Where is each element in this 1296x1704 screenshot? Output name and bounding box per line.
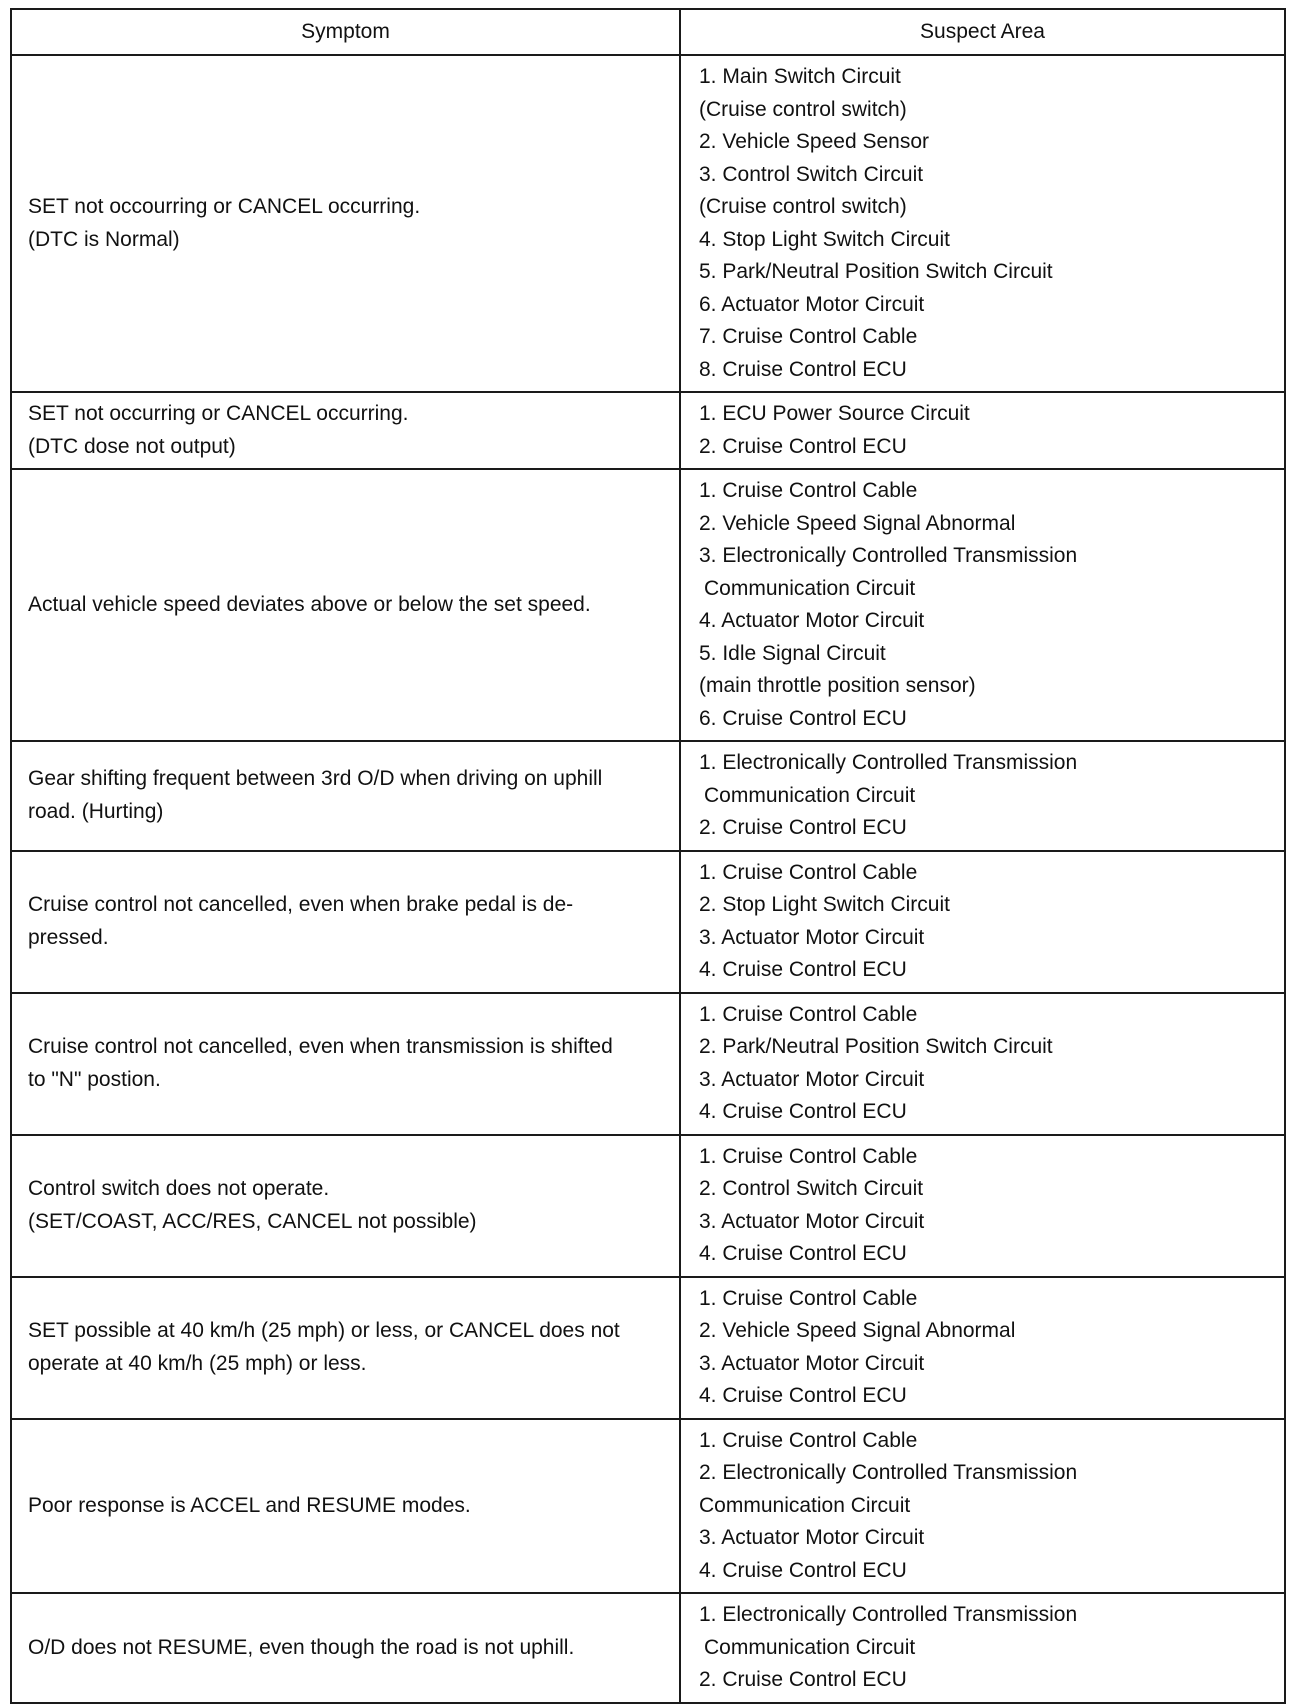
suspect-area-cell: [680, 1419, 1285, 1594]
suspect-area-item: 4. Cruise Control ECU: [699, 1100, 907, 1123]
suspect-area-column-header: Suspect Area: [680, 9, 1285, 55]
symptom-text: Control switch does not operate.: [28, 1177, 330, 1200]
suspect-area-cell: [680, 741, 1285, 851]
suspect-area-item: 2. Stop Light Switch Circuit: [699, 893, 950, 916]
suspect-area-item: 3. Actuator Motor Circuit: [699, 1526, 925, 1549]
table-row: [11, 55, 1285, 392]
symptom-cell: [11, 1593, 680, 1703]
symptom-column-header: Symptom: [11, 9, 680, 55]
suspect-area-item: 2. Vehicle Speed Signal Abnormal: [699, 1319, 1016, 1342]
suspect-area-item: 1. Cruise Control Cable: [699, 1428, 918, 1452]
suspect-area-item: 1. Cruise Control Cable: [699, 860, 918, 884]
symptom-text: (SET/COAST, ACC/RES, CANCEL not possible): [28, 1209, 477, 1233]
suspect-area-item: 4. Cruise Control ECU: [699, 1558, 907, 1582]
suspect-area-item: Communication Circuit: [704, 783, 916, 807]
suspect-area-item: 1. Cruise Control Cable: [699, 1144, 918, 1168]
symptom-text: pressed.: [28, 925, 109, 949]
suspect-area-item: Communication Circuit: [699, 1493, 911, 1517]
table-row: [11, 851, 1285, 993]
symptom-text: to "N" postion.: [28, 1067, 161, 1091]
suspect-area-item: (Cruise control switch): [699, 97, 907, 121]
suspect-area-item: 3. Actuator Motor Circuit: [699, 1351, 925, 1375]
suspect-area-item: 2. Cruise Control ECU: [699, 816, 907, 839]
suspect-area-item: 2. Electronically Controlled Transmission: [699, 1461, 1078, 1484]
suspect-area-item: 4. Stop Light Switch Circuit: [699, 227, 950, 251]
suspect-area-item: 8. Cruise Control ECU: [699, 357, 907, 381]
troubleshooting-page: [10, 8, 1284, 1704]
suspect-area-item: Communication Circuit: [704, 1635, 916, 1659]
symptom-cell: [11, 993, 680, 1135]
symptom-cell: [11, 1277, 680, 1419]
table-row: [11, 1277, 1285, 1419]
suspect-area-cell: [680, 469, 1285, 741]
suspect-area-item: 6. Actuator Motor Circuit: [699, 292, 925, 316]
symptom-cell: [11, 851, 680, 993]
suspect-area-item: 2. Vehicle Speed Sensor: [699, 130, 929, 153]
suspect-area-cell: [680, 1593, 1285, 1703]
suspect-area-item: 1. Electronically Controlled Transmission: [699, 1603, 1078, 1626]
symptom-cell: [11, 55, 680, 392]
suspect-area-item: 2. Vehicle Speed Signal Abnormal: [699, 511, 1016, 535]
table-row: [11, 993, 1285, 1135]
suspect-area-item: 4. Cruise Control ECU: [699, 1242, 907, 1265]
suspect-area-item: 3. Actuator Motor Circuit: [699, 1209, 925, 1233]
suspect-area-item: 3. Control Switch Circuit: [699, 162, 924, 186]
suspect-area-item: 2. Cruise Control ECU: [699, 1668, 907, 1691]
suspect-area-item: 1. Cruise Control Cable: [699, 479, 918, 502]
symptom-text: Cruise control not cancelled, even when brake pedal is de-: [28, 893, 574, 916]
suspect-area-item: 1. Cruise Control Cable: [699, 1286, 918, 1310]
symptom-cell: [11, 1419, 680, 1594]
suspect-area-item: 4. Actuator Motor Circuit: [699, 609, 925, 632]
suspect-area-cell: [680, 392, 1285, 469]
suspect-area-item: Communication Circuit: [704, 576, 916, 600]
suspect-area-item: 7. Cruise Control Cable: [699, 325, 918, 348]
suspect-area-item: 2. Park/Neutral Position Switch Circuit: [699, 1035, 1053, 1058]
symptom-text: SET possible at 40 km/h (25 mph) or less, or CANCEL does not: [28, 1319, 620, 1342]
table-row: [11, 1135, 1285, 1277]
suspect-area-cell: [680, 1135, 1285, 1277]
symptom-text: Cruise control not cancelled, even when transmission is shifted: [28, 1035, 613, 1058]
symptom-text: SET not occurring or CANCEL occurring.: [28, 402, 409, 425]
suspect-area-item: 5. Park/Neutral Position Switch Circuit: [699, 260, 1053, 283]
symptom-text: (DTC dose not output): [28, 434, 236, 458]
suspect-area-item: 2. Cruise Control ECU: [699, 434, 907, 458]
suspect-area-item: 3. Actuator Motor Circuit: [699, 1067, 925, 1091]
symptom-cell: [11, 392, 680, 469]
suspect-area-item: 1. ECU Power Source Circuit: [699, 402, 970, 425]
symptom-suspect-table: [10, 8, 1286, 1704]
symptom-text: Gear shifting frequent between 3rd O/D when driving on uphill: [28, 767, 603, 791]
symptom-cell: [11, 469, 680, 741]
suspect-area-item: 6. Cruise Control ECU: [699, 706, 907, 730]
symptom-text: Actual vehicle speed deviates above or below the set speed.: [28, 592, 591, 616]
suspect-area-item: 2. Control Switch Circuit: [699, 1177, 924, 1200]
suspect-area-item: 1. Cruise Control Cable: [699, 1002, 918, 1026]
suspect-area-item: (main throttle position sensor): [699, 674, 976, 697]
suspect-area-cell: [680, 55, 1285, 392]
symptom-text: Poor response is ACCEL and RESUME modes.: [28, 1493, 471, 1517]
table-row: [11, 1593, 1285, 1703]
suspect-area-cell: [680, 993, 1285, 1135]
suspect-area-item: 3. Electronically Controlled Transmission: [699, 544, 1078, 567]
symptom-text: SET not occourring or CANCEL occurring.: [28, 195, 421, 218]
suspect-area-cell: [680, 851, 1285, 993]
symptom-text: (DTC is Normal): [28, 227, 180, 251]
table-row: [11, 1419, 1285, 1594]
symptom-text: road. (Hurting): [28, 799, 164, 823]
table-row: [11, 469, 1285, 741]
table-body: [11, 55, 1285, 1703]
symptom-cell: [11, 741, 680, 851]
table-row: [11, 741, 1285, 851]
suspect-area-item: 1. Main Switch Circuit: [699, 65, 901, 88]
suspect-area-item: 1. Electronically Controlled Transmission: [699, 751, 1078, 774]
table-header-row: [11, 9, 1285, 55]
suspect-area-item: 3. Actuator Motor Circuit: [699, 925, 925, 949]
suspect-area-item: 4. Cruise Control ECU: [699, 958, 907, 981]
symptom-cell: [11, 1135, 680, 1277]
symptom-text: operate at 40 km/h (25 mph) or less.: [28, 1351, 367, 1375]
suspect-area-item: 5. Idle Signal Circuit: [699, 641, 886, 665]
suspect-area-item: (Cruise control switch): [699, 195, 907, 218]
symptom-text: O/D does not RESUME, even though the road is not uphill.: [28, 1635, 575, 1659]
suspect-area-item: 4. Cruise Control ECU: [699, 1384, 907, 1407]
table-row: [11, 392, 1285, 469]
suspect-area-cell: [680, 1277, 1285, 1419]
